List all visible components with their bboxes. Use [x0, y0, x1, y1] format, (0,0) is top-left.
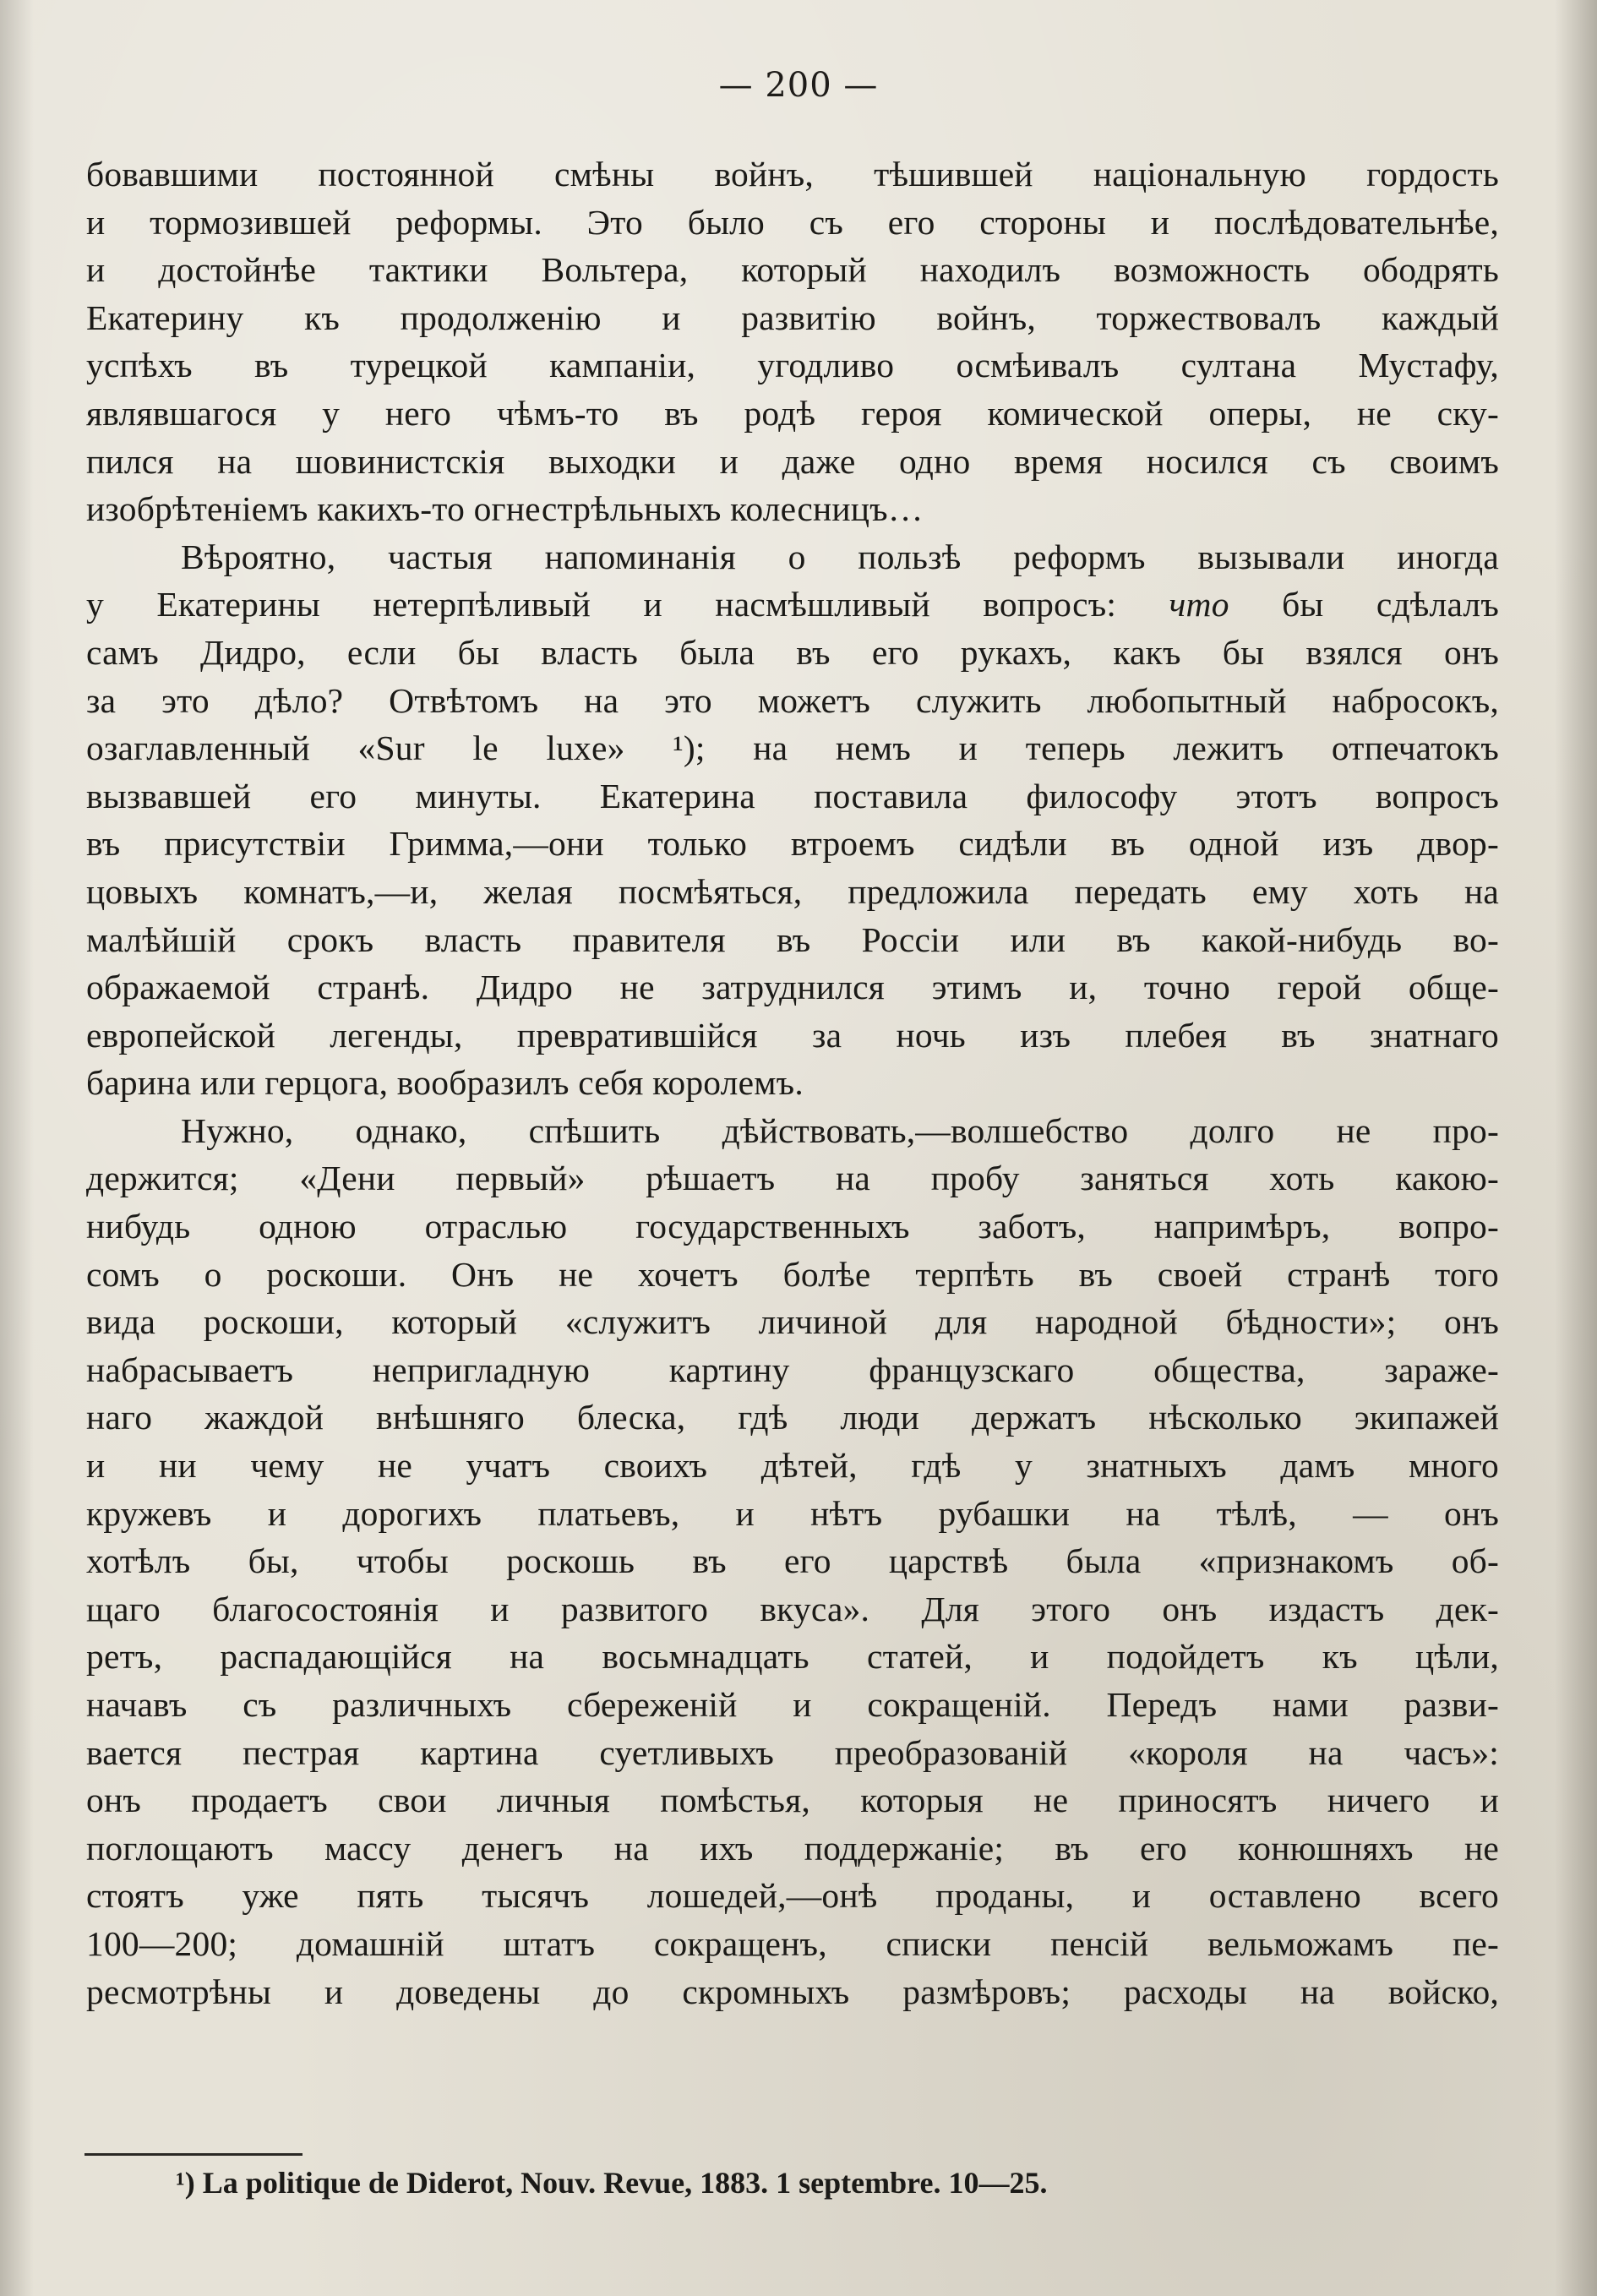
text-line: наго жаждой внѣшняго блеска, гдѣ люди держатъ нѣсколько экипажей	[86, 1398, 1499, 1437]
paragraph-2	[86, 533, 1499, 1107]
emphasis-word: что	[1169, 585, 1229, 624]
text-line: европейской легенды, превратившійся за ночь изъ плебея въ знатнаго	[86, 1015, 1499, 1055]
text-line: малѣйшій срокъ власть правителя въ Россіи или въ какой-нибудь во-	[86, 919, 1499, 959]
text-line: кружевъ и дорогихъ платьевъ, и нѣтъ рубашки на тѣлѣ, — онъ	[86, 1493, 1499, 1533]
page-number: — 200 —	[718, 66, 879, 105]
text-line: Екатерину къ продолженію и развитію войнъ, торжествовалъ каждый	[86, 297, 1499, 337]
text-line: ображаемой странѣ. Дидро не затруднился этимъ и, точно герой обще-	[86, 968, 1499, 1007]
text-line: и достойнѣе тактики Вольтера, который находилъ возможность ободрять	[86, 250, 1499, 290]
text-line: начавъ съ различныхъ сбереженій и сокращеній. Передъ нами разви-	[86, 1685, 1499, 1724]
text-line: пился на шовинистскія выходки и даже одно время носился съ своимъ	[86, 441, 1499, 481]
text-segment: у Екатерины нетерпѣливый и насмѣшливый вопросъ:	[86, 585, 1117, 624]
text-line: и тормозившей реформы. Это было съ его стороны и послѣдовательнѣе,	[86, 202, 1499, 242]
text-line: и ни чему не учатъ своихъ дѣтей, гдѣ у знатныхъ дамъ много	[86, 1446, 1499, 1486]
text-line: онъ продаетъ свои личныя помѣстья, которыя не приносятъ ничего и	[86, 1781, 1499, 1820]
text-line: успѣхъ въ турецкой кампаніи, угодливо осмѣивалъ султана Мустафу,	[86, 346, 1499, 385]
text-line: барина или герцога, вообразилъ себя королемъ.	[86, 1063, 804, 1103]
paragraph-1	[86, 150, 1499, 533]
text-line: ретъ, распадающійся на восьмнадцать статей, и подойдетъ къ цѣли,	[86, 1637, 1499, 1677]
text-line: стоятъ уже пять тысячъ лошедей,—онѣ проданы, и оставлено всего	[86, 1876, 1499, 1916]
text-line: за это дѣло? Отвѣтомъ на это можетъ служить любопытный набросокъ,	[86, 680, 1499, 720]
text-line: поглощаютъ массу денегъ на ихъ поддержаніе; въ его конюшняхъ не	[86, 1828, 1499, 1868]
main-text	[86, 150, 1499, 2015]
text-line: вызвавшей его минуты. Екатерина поставила философу этотъ вопросъ	[86, 776, 1499, 815]
text-line: нибудь одною отраслью государственныхъ заботъ, напримѣръ, вопро-	[86, 1207, 1499, 1246]
text-line: сомъ о роскоши. Онъ не хочетъ болѣе терпѣть въ своей странѣ того	[86, 1254, 1499, 1294]
text-line: 100—200; домашній штатъ сокращенъ, списки пенсій вельможамъ пе-	[86, 1923, 1499, 1963]
text-line-with-emphasis	[86, 581, 1499, 629]
text-line: цовыхъ комнатъ,—и, желая посмѣяться, предложила передать ему хоть на	[86, 871, 1499, 911]
text-line: ресмотрѣны и доведены до скромныхъ размѣровъ; расходы на войско,	[86, 1972, 1499, 2011]
text-line: въ присутствіи Гримма,—они только втроемъ сидѣли въ одной изъ двор-	[86, 824, 1499, 864]
text-line: хотѣлъ бы, чтобы роскошь въ его царствѣ была «признакомъ об-	[86, 1541, 1499, 1581]
text-line: озаглавленный «Sur le luxe» ¹); на немъ и теперь лежитъ отпечатокъ	[86, 728, 1499, 768]
text-segment: бы сдѣлалъ	[1282, 585, 1499, 624]
text-line: щаго благосостоянія и развитого вкуса». Для этого онъ издастъ дек-	[86, 1589, 1499, 1628]
text-line: бовавшими постоянной смѣны войнъ, тѣшившей національную гордость	[86, 155, 1499, 194]
text-line: являвшагося у него чѣмъ-то въ родѣ героя комической оперы, не ску-	[86, 393, 1499, 433]
text-line: вается пестрая картина суетливыхъ преобразованій «короля на часъ»:	[86, 1732, 1499, 1772]
text-line: набрасываетъ непригладную картину французскаго общества, зараже-	[86, 1350, 1499, 1389]
text-line: Нужно, однако, спѣшить дѣйствовать,—волшебство долго не про-	[181, 1110, 1499, 1150]
footnote: ¹) La politique de Diderot, Nouv. Revue, 1883. 1 septembre. 10—25.	[176, 2166, 1048, 2200]
text-line: самъ Дидро, если бы власть была въ его рукахъ, какъ бы взялся онъ	[86, 632, 1499, 672]
paragraph-3	[86, 1107, 1499, 2015]
text-line: держится; «Дени первый» рѣшаетъ на пробу заняться хоть какою-	[86, 1159, 1499, 1198]
text-line: вида роскоши, который «служитъ личиной для народной бѣдности»; онъ	[86, 1302, 1499, 1342]
text-line: изобрѣтеніемъ какихъ-то огнестрѣльныхъ колесницъ…	[86, 489, 924, 529]
footnote-divider	[84, 2153, 303, 2156]
text-line: Вѣроятно, частыя напоминанія о пользѣ реформъ вызывали иногда	[181, 537, 1499, 576]
